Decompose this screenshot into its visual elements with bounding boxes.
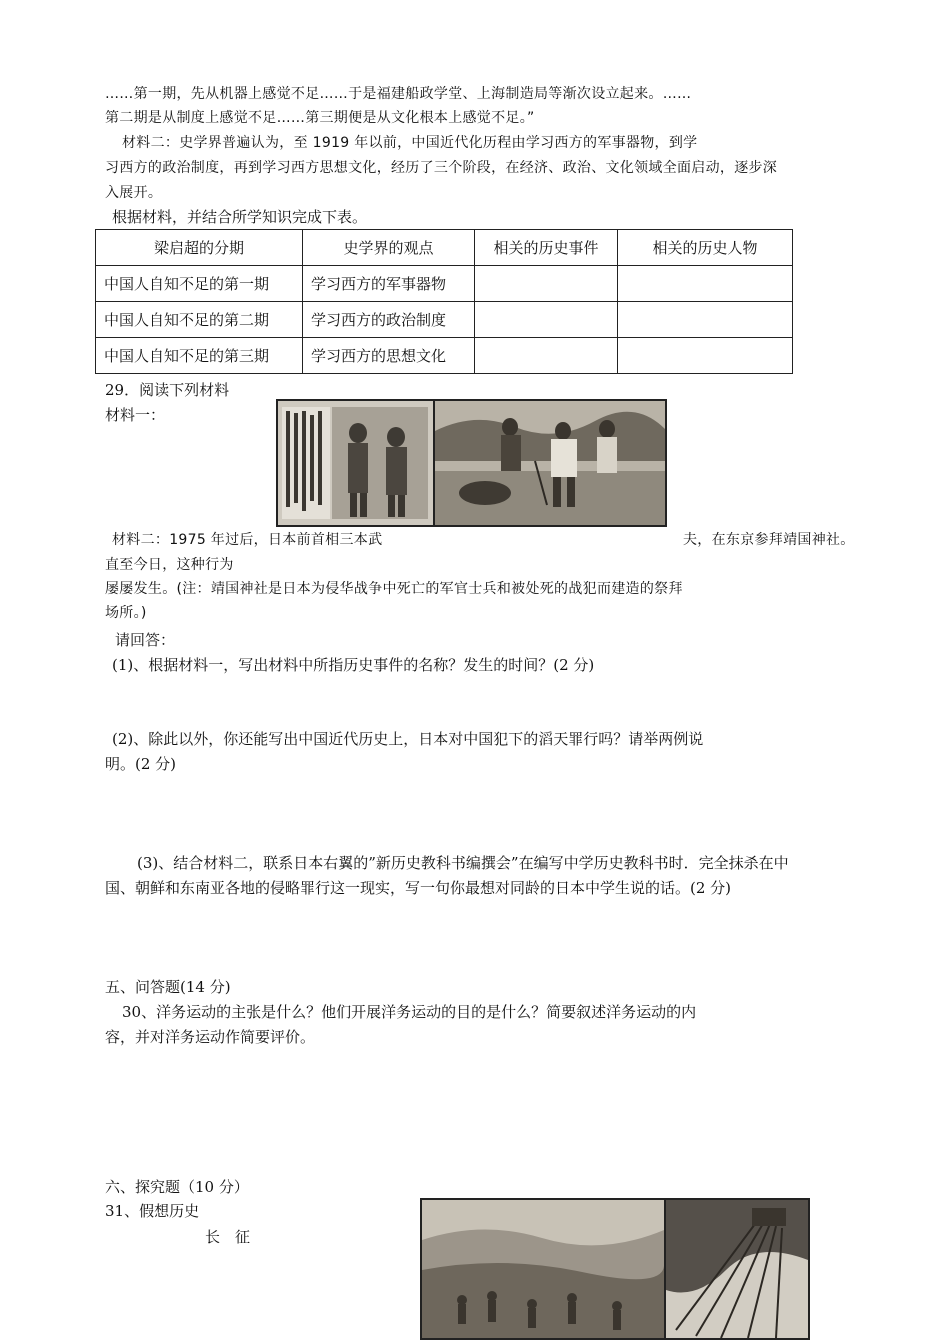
- q29-material1-label: 材料一：: [105, 406, 166, 424]
- table-row: [96, 266, 793, 302]
- q29-material2-d: 屡屡发生。(注：靖国神社是日本为侵华战争中死亡的军官士兵和被处死的战犯而建造的祭拜: [105, 581, 683, 597]
- table-cell: 学习西方的军事器物: [303, 266, 475, 302]
- q29-sub3-line1: (3)、结合材料二，联系日本右翼的”新历史教科书编撰会”在编写中学历史教科书时．完全抹杀在中: [137, 854, 789, 872]
- q29-material2-a: 材料二：1975 年过后，日本前首相三本武: [112, 532, 383, 548]
- q31-title: 31、假想历史: [105, 1202, 200, 1220]
- newspaper-photo: [276, 399, 435, 527]
- long-march-crossing-photo: [420, 1198, 666, 1340]
- table-cell: 中国人自知不足的第三期: [96, 338, 303, 374]
- section6-title: 六、探究题（10 分）: [105, 1178, 249, 1196]
- table-cell: 学习西方的政治制度: [303, 302, 475, 338]
- luding-bridge-photo: [664, 1198, 810, 1340]
- q30-line2: 容，并对洋务运动作简要评价。: [105, 1028, 316, 1046]
- table-row: [96, 338, 793, 374]
- table-instruction: 根据材料，并结合所学知识完成下表。: [112, 208, 368, 226]
- massacre-photo: [433, 399, 667, 527]
- q29-prompt: 请回答：: [115, 631, 176, 649]
- table-header-row: [96, 230, 793, 266]
- q29-sub3-line2: 国、朝鲜和东南亚各地的侵略罪行这一现实，写一句你最想对同龄的日本中学生说的话。(2 分): [105, 879, 732, 897]
- table-cell-answer[interactable]: [475, 338, 618, 374]
- material2-line3: 入展开。: [105, 185, 163, 201]
- q29-sub1: (1)、根据材料一，写出材料中所指历史事件的名称？发生的时间？(2 分): [112, 656, 595, 674]
- table-cell-answer[interactable]: [618, 302, 793, 338]
- q29-sub2-line2: 明。(2 分): [105, 755, 177, 773]
- periods-table: [95, 229, 793, 374]
- table-cell: 学习西方的思想文化: [303, 338, 475, 374]
- table-header: 梁启超的分期: [96, 230, 303, 266]
- table-cell-answer[interactable]: [475, 266, 618, 302]
- q29-material2-c: 直至今日，这种行为: [105, 557, 234, 573]
- material1-excerpt-line1: ……第一期，先从机器上感觉不足……于是福建船政学堂、上海制造局等渐次设立起来。……: [105, 86, 692, 102]
- table-cell-answer[interactable]: [618, 338, 793, 374]
- table-cell-answer[interactable]: [618, 266, 793, 302]
- material2-line2: 习西方的政治制度，再到学习西方思想文化，经历了三个阶段，在经济、政治、文化领域全面启动，逐步深: [105, 160, 778, 176]
- section5-title: 五、问答题(14 分): [105, 978, 231, 996]
- q29-material2-b: 夫，在东京参拜靖国神社。: [683, 532, 855, 548]
- table-header: 史学界的观点: [303, 230, 475, 266]
- q31-subtitle: 长 征: [205, 1228, 251, 1246]
- table-row: [96, 302, 793, 338]
- table-header: 相关的历史人物: [618, 230, 793, 266]
- material2-line1: 材料二：史学界普遍认为，至 1919 年以前，中国近代化历程由学习西方的军事器物，到学: [122, 135, 698, 151]
- q29-title: 29．阅读下列材料: [105, 381, 230, 399]
- q29-sub2-line1: (2)、除此以外，你还能写出中国近代历史上，日本对中国犯下的滔天罪行吗？请举两例说: [112, 730, 704, 748]
- table-cell: 中国人自知不足的第一期: [96, 266, 303, 302]
- material1-excerpt-line2: 第二期是从制度上感觉不足……第三期便是从文化根本上感觉不足。”: [105, 110, 535, 126]
- q30-line1: 30、洋务运动的主张是什么？他们开展洋务运动的目的是什么？简要叙述洋务运动的内: [122, 1003, 697, 1021]
- table-cell-answer[interactable]: [475, 302, 618, 338]
- table-header: 相关的历史事件: [475, 230, 618, 266]
- q29-material2-e: 场所。): [105, 605, 147, 621]
- table-cell: 中国人自知不足的第二期: [96, 302, 303, 338]
